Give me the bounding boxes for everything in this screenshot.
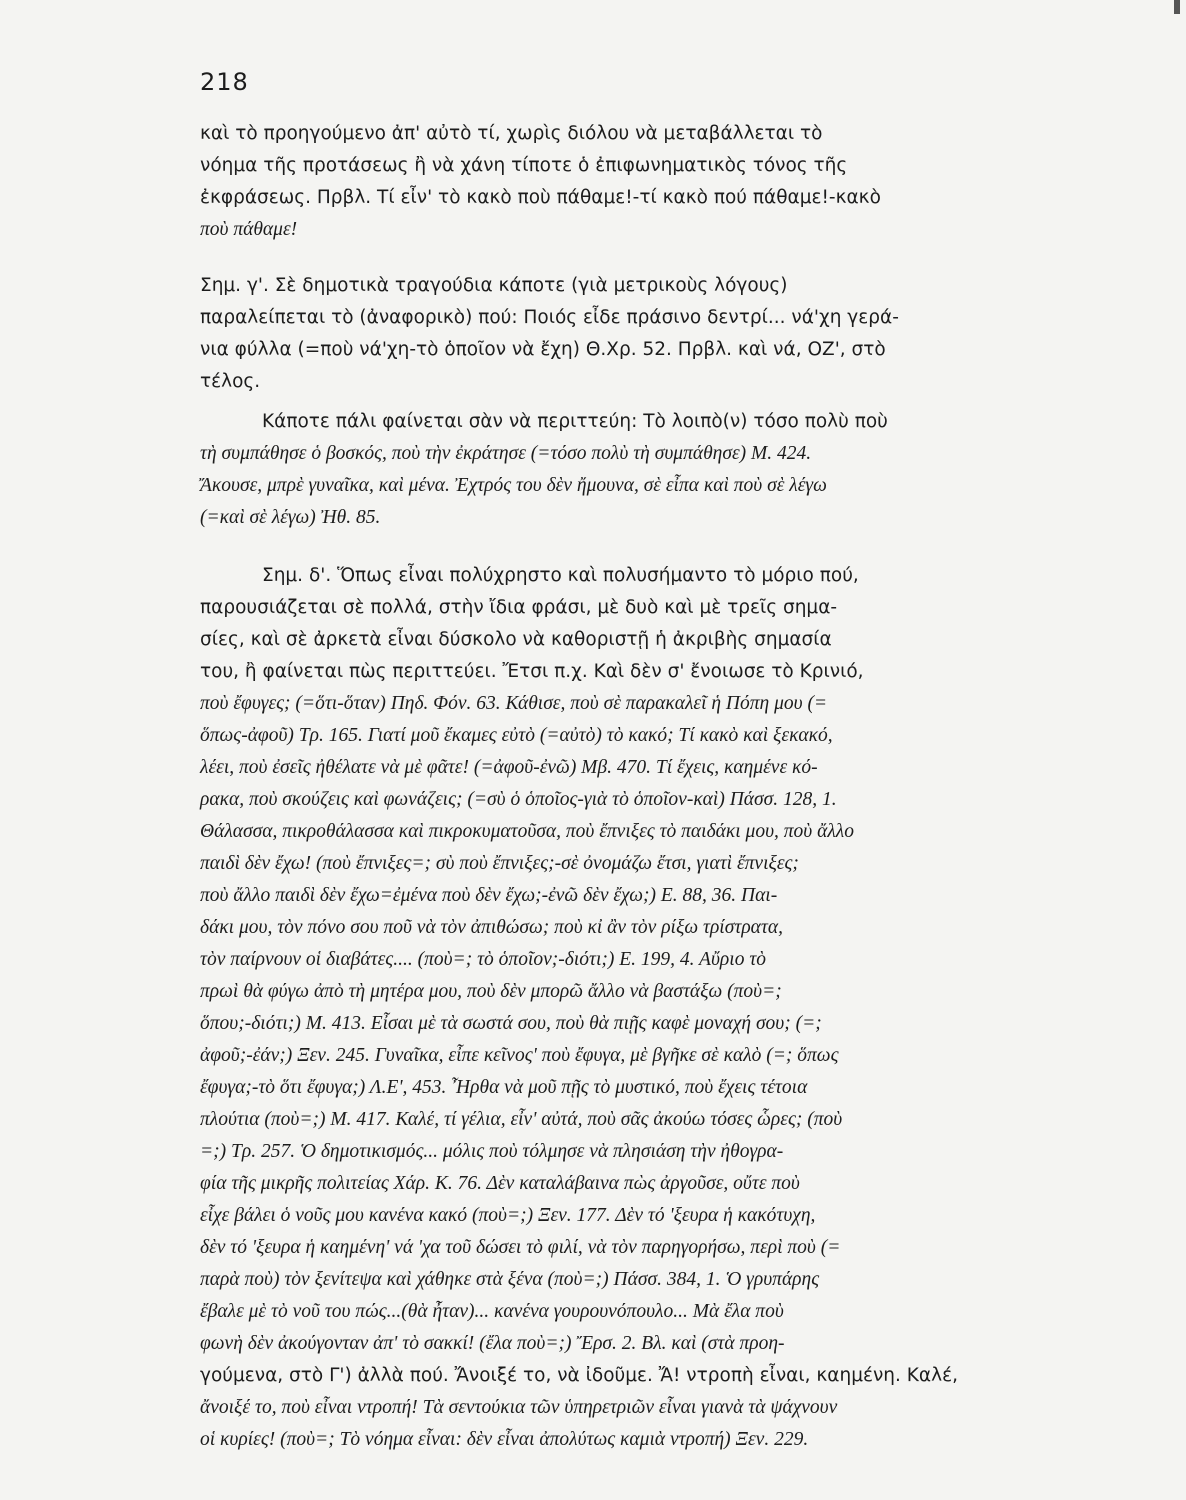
text-line: τὸν παίρνουν οἱ διαβάτες.... (ποὺ=; τὸ ὁποῖον;-διότι;) Ε. 199, 4. Αὔριο τὸ [200, 949, 767, 970]
text-line: ἔβαλε μὲ τὸ νοῦ του πώς...(θὰ ἦταν)... κανένα γουρουνόπουλο... Μὰ ἔλα ποὺ [200, 1301, 784, 1322]
text-line: γούμενα, στὸ Γ') ἀλλὰ πού. Ἄνοιξέ το, νὰ ἰδοῦμε. Ἄ! ντροπὴ εἶναι, καημένη. Καλέ, [200, 1365, 958, 1386]
text-line: παραλείπεται τὸ (ἀναφορικὸ) πού: Ποιός εἶδε πράσινο δεντρί... νά'χη γερά- [200, 307, 899, 328]
text-line: νόημα τῆς προτάσεως ἢ νὰ χάνη τίποτε ὁ ἐπιφωνηματικὸς τόνος τῆς [200, 155, 848, 176]
text-line: εἶχε βάλει ὁ νοῦς μου κανένα κακό (ποὺ=;) Ξεν. 177. Δὲν τό 'ξευρα ἡ κακότυχη, [200, 1205, 816, 1226]
text-line: ὅπου;-διότι;) Μ. 413. Εἶσαι μὲ τὰ σωστά σου, ποὺ θὰ πιῇς καφὲ μοναχή σου; (=; [200, 1013, 822, 1034]
paragraph-intro [200, 118, 1046, 246]
paragraph-note-delta [200, 560, 1046, 1456]
text-line: Ἄκουσε, μπρὲ γυναῖκα, καὶ μένα. Ἐχτρός του δὲν ἤμουνα, σὲ εἶπα καὶ ποὺ σὲ λέγω [200, 475, 827, 496]
text-line: ποὺ πάθαμε! [200, 219, 298, 240]
text-line: δὲν τό 'ξευρα ἡ καημένη' νά 'χα τοῦ δώσει τὸ φιλί, νὰ τὸν παρηγορήσω, περὶ ποὺ (= [200, 1237, 841, 1258]
text-line: ὅπως-ἀφοῦ) Τρ. 165. Γιατί μοῦ ἔκαμες εὐτὸ (=αὐτὸ) τὸ κακό; Τί κακὸ καὶ ξεκακό, [200, 725, 833, 746]
text-line: ἄνοιξέ το, ποὺ εἶναι ντροπή! Τὰ σεντούκια τῶν ὑπηρετριῶν εἶναι γιανὰ τὰ ψάχνουν [200, 1397, 838, 1418]
text-line: Σημ. γ'. Σὲ δημοτικὰ τραγούδια κάποτε (γιὰ μετρικοὺς λόγους) [200, 275, 788, 296]
text-line: τέλος. [200, 371, 261, 392]
text-line: σίες, καὶ σὲ ἀρκετὰ εἶναι δύσκολο νὰ καθοριστῇ ἡ ἀκριβὴς σημασία [200, 629, 832, 650]
text-line: ρακα, ποὺ σκούζεις καὶ φωνάζεις; (=σὺ ὁ ὁποῖος-γιὰ τὸ ὁποῖον-καὶ) Πάσσ. 128, 1. [200, 789, 837, 810]
text-line: παρουσιάζεται σὲ πολλά, στὴν ἴδια φράσι, μὲ δυὸ καὶ μὲ τρεῖς σημα- [200, 597, 838, 618]
text-line: ἔφυγα;-τὸ ὅτι ἔφυγα;) Λ.Ε', 453. Ἦρθα νὰ μοῦ πῇς τὸ μυστικό, ποὺ ἔχεις τέτοια [200, 1077, 808, 1098]
text-line: ἀφοῦ;-ἐάν;) Ξεν. 245. Γυναῖκα, εἶπε κεῖνος' ποὺ ἔφυγα, μὲ βγῆκε σὲ καλὸ (=; ὅπως [200, 1045, 839, 1066]
text-line: δάκι μου, τὸν πόνο σου ποῦ νὰ τὸν ἀπιθώσω; ποὺ κἰ ἂν τὸν ρίξω τρίστρατα, [200, 917, 784, 938]
scan-corner-mark [1174, 0, 1180, 14]
text-line: Θάλασσα, πικροθάλασσα καὶ πικροκυματοῦσα, ποὺ ἔπνιξες τὸ παιδάκι μου, ποὺ ἄλλο [200, 821, 855, 842]
text-line: (=καὶ σὲ λέγω) Ἠθ. 85. [200, 507, 381, 528]
text-line: νια φύλλα (=ποὺ νά'χη-τὸ ὁποῖον νὰ ἔχη) Θ.Χρ. 52. Πρβλ. καὶ νά, ΟΖ', στὸ [200, 339, 886, 360]
text-line: παιδὶ δὲν ἔχω! (ποὺ ἔπνιξες=; σὺ ποὺ ἔπνιξες;-σὲ ὀνομάζω ἔτσι, γιατὶ ἔπνιξες; [200, 853, 799, 874]
text-line: Κάποτε πάλι φαίνεται σὰν νὰ περιττεύη: Τὸ λοιπὸ(ν) τόσο πολὺ ποὺ [262, 411, 888, 432]
text-line: ποὺ ἔφυγες; (=ὅτι-ὅταν) Πηδ. Φόν. 63. Κάθισε, ποὺ σὲ παρακαλεῖ ἡ Πόπη μου (= [200, 693, 828, 714]
page-number: 218 [200, 68, 249, 96]
text-line: πρωὶ θὰ φύγω ἀπὸ τὴ μητέρα μου, ποὺ δὲν μπορῶ ἄλλο νὰ βαστάξω (ποὺ=; [200, 981, 782, 1002]
text-line: καὶ τὸ προηγούμενο ἀπ' αὐτὸ τί, χωρὶς διόλου νὰ μεταβάλλεται τὸ [200, 123, 823, 144]
text-line: οἱ κυρίες! (ποὺ=; Τὸ νόημα εἶναι: δὲν εἶναι ἀπολύτως καμιὰ ντροπή) Ξεν. 229. [200, 1429, 809, 1450]
paragraph-note-gamma [200, 270, 1046, 398]
text-line: =;) Τρ. 257. Ὁ δημοτικισμός... μόλις ποὺ τόλμησε νὰ πλησιάση τὴν ἠθογρα- [200, 1141, 784, 1162]
text-line: τὴ συμπάθησε ὁ βοσκός, ποὺ τὴν ἐκράτησε (=τόσο πολὺ τὴ συμπάθησε) Μ. 424. [200, 443, 812, 464]
paragraph-note-gamma-cont [200, 406, 1046, 534]
text-line: παρὰ ποὺ) τὸν ξενίτεψα καὶ χάθηκε στὰ ξένα (ποὺ=;) Πάσσ. 384, 1. Ὁ γρυπάρης [200, 1269, 820, 1290]
text-line: Σημ. δ'. Ὅπως εἶναι πολύχρηστο καὶ πολυσήμαντο τὸ μόριο πού, [262, 565, 859, 586]
text-line: λέει, ποὺ ἐσεῖς ἠθέλατε νὰ μὲ φᾶτε! (=ἀφοῦ-ἐνῶ) Μβ. 470. Τί ἔχεις, καημένε κό- [200, 757, 818, 778]
text-line: ποὺ ἄλλο παιδὶ δὲν ἔχω=ἐμένα ποὺ δὲν ἔχω;-ἐνῶ δὲν ἔχω;) Ε. 88, 36. Παι- [200, 885, 778, 906]
text-line: φία τῆς μικρῆς πολιτείας Χάρ. Κ. 76. Δὲν καταλάβαινα πὼς ἀργοῦσε, οὔτε ποὺ [200, 1173, 800, 1194]
text-line: ἐκφράσεως. Πρβλ. Τί εἶν' τὸ κακὸ ποὺ πάθαμε!-τί κακὸ πού πάθαμε!-κακὸ [200, 187, 881, 208]
text-line: πλούτια (ποὺ=;) Μ. 417. Καλέ, τί γέλια, εἶν' αὐτά, ποὺ σᾶς ἀκούω τόσες ὧρες; (ποὺ [200, 1109, 843, 1130]
text-line: του, ἢ φαίνεται πὼς περιττεύει. Ἔτσι π.χ. Καὶ δὲν σ' ἔνοιωσε τὸ Κρινιό, [200, 661, 864, 682]
text-line: φωνὴ δὲν ἀκούγονταν ἀπ' τὸ σακκί! (ἔλα ποὺ=;) Ἔρσ. 2. Βλ. καὶ (στὰ προη- [200, 1333, 785, 1354]
